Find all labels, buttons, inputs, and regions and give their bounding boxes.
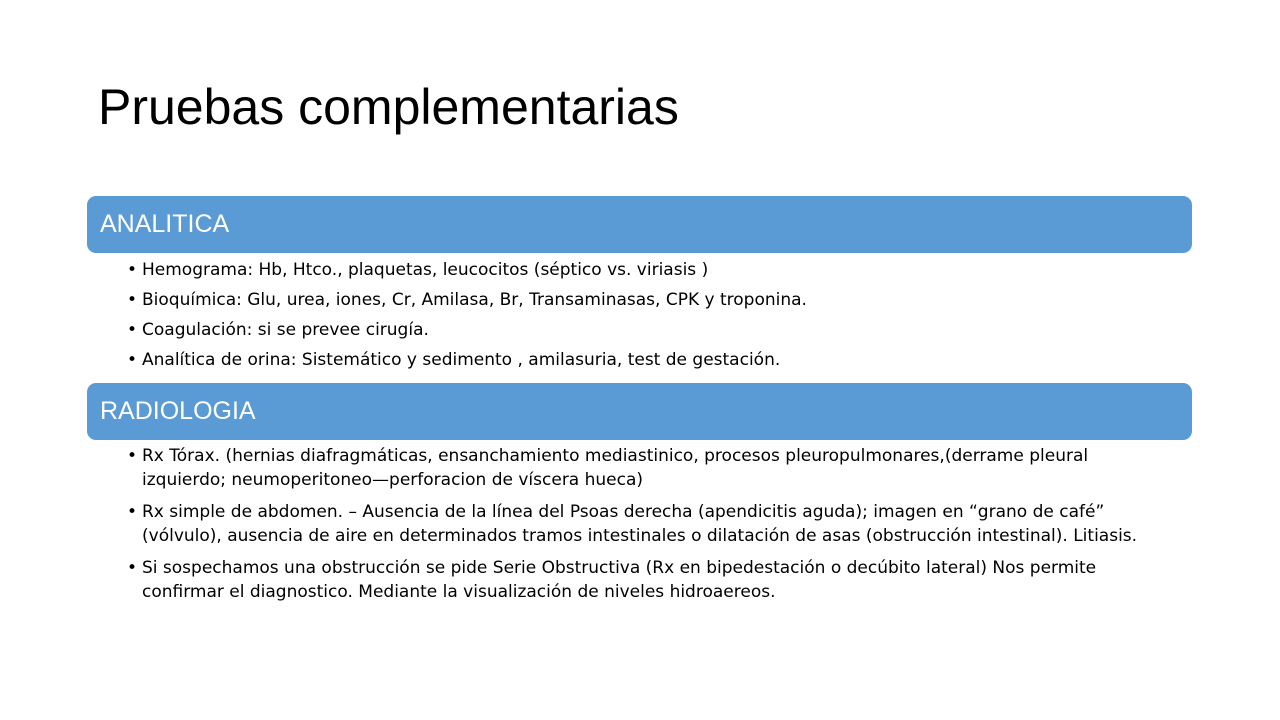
bullet-icon: • — [127, 446, 138, 466]
bullet-list-analitica — [127, 258, 1177, 378]
bullet-item — [127, 348, 1177, 373]
section-header-analitica — [87, 196, 1192, 253]
section-header-label: RADIOLOGIA — [100, 397, 256, 425]
bullet-icon: • — [127, 502, 138, 522]
section-header-radiologia — [87, 383, 1192, 440]
bullet-text: Si sospechamos una obstrucción se pide Serie Obstructiva (Rx en bipedestación o decúbito lateral) Nos permite confirmar el diagnostico. Mediante la visualización de niveles hidroaereos. — [142, 558, 1097, 602]
bullet-text: Analítica de orina: Sistemático y sedimento , amilasuria, test de gestación. — [142, 350, 781, 370]
bullet-text: Coagulación: si se prevee cirugía. — [142, 320, 429, 340]
bullet-item — [127, 556, 1177, 604]
section-header-label: ANALITICA — [100, 210, 230, 238]
bullet-text: Rx simple de abdomen. – Ausencia de la línea del Psoas derecha (apendicitis aguda); imagen en “grano de café” (vólvulo), ausencia de aire en determinados tramos intestinales o dilatación de asas (obstrucción intestinal). Litiasis. — [142, 502, 1138, 546]
bullet-item — [127, 288, 1177, 313]
bullet-icon: • — [127, 558, 138, 578]
bullet-list-radiologia — [127, 444, 1177, 612]
bullet-text: Rx Tórax. (hernias diafragmáticas, ensanchamiento mediastinico, procesos pleuropulmonares,(derrame pleural izquierdo; neumoperitoneo—perforacion de víscera hueca) — [142, 446, 1089, 490]
bullet-item — [127, 500, 1177, 548]
bullet-icon: • — [127, 260, 138, 280]
bullet-icon: • — [127, 320, 138, 340]
slide-title: Pruebas complementarias — [98, 79, 679, 135]
bullet-item — [127, 258, 1177, 283]
bullet-icon: • — [127, 290, 138, 310]
bullet-icon: • — [127, 350, 138, 370]
bullet-item — [127, 318, 1177, 343]
bullet-text: Bioquímica: Glu, urea, iones, Cr, Amilasa, Br, Transaminasas, CPK y troponina. — [142, 290, 807, 310]
bullet-text: Hemograma: Hb, Htco., plaquetas, leucocitos (séptico vs. viriasis ) — [142, 260, 709, 280]
bullet-item — [127, 444, 1177, 492]
